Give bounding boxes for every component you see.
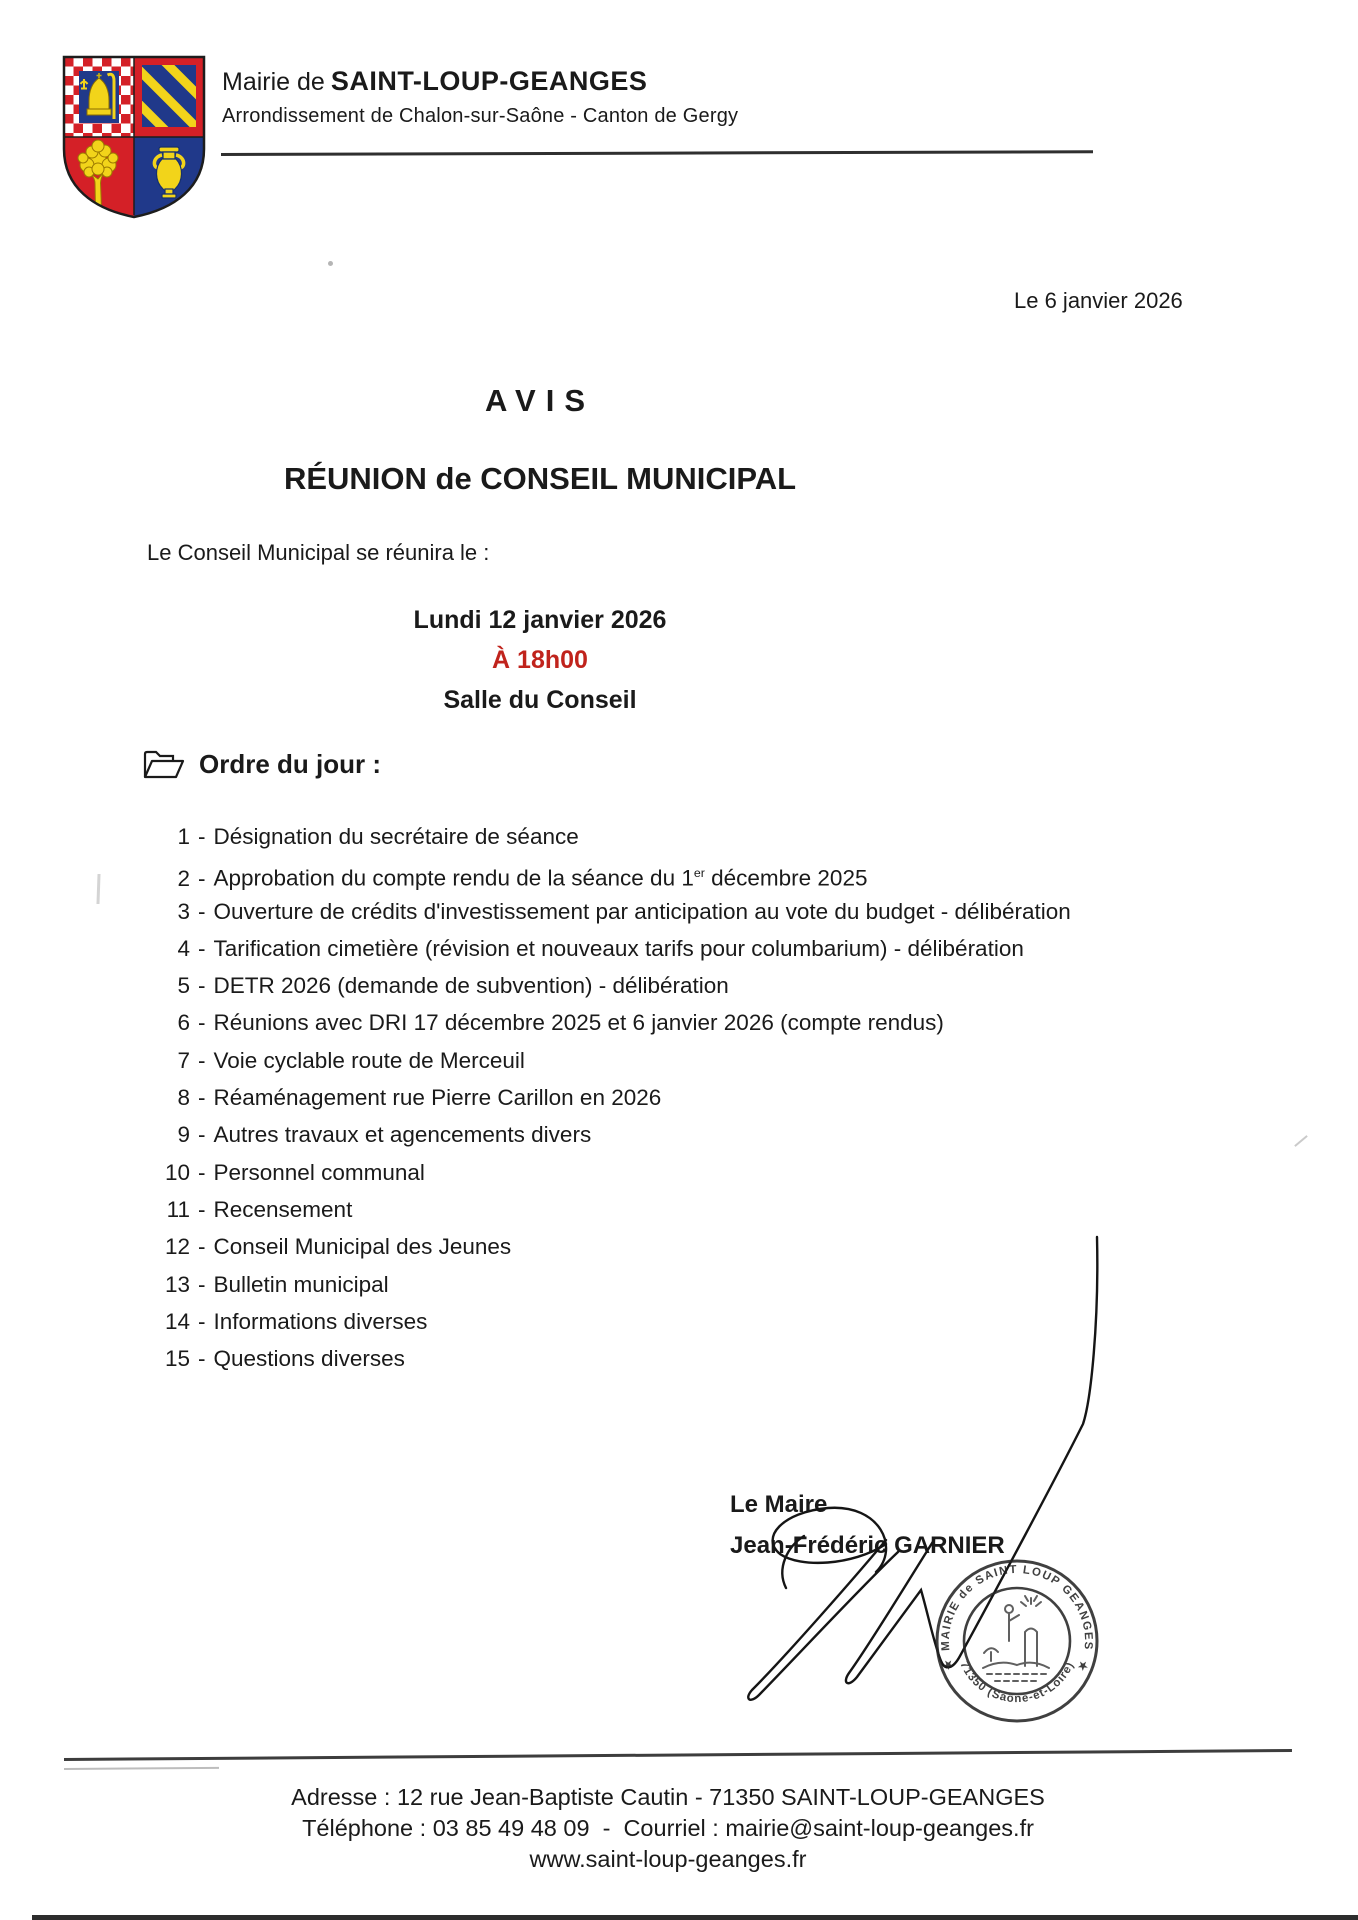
folder-icon — [143, 748, 185, 780]
agenda-item-number: 1 — [177, 824, 190, 849]
agenda-item-number: 8 — [177, 1085, 190, 1111]
agenda-item-text: Recensement — [213, 1196, 353, 1222]
agenda-item-dash: - — [198, 824, 206, 849]
signer-name: Jean-Frédéric GARNIER — [730, 1532, 1005, 1559]
stamp-star-right: ★ — [1073, 1656, 1093, 1675]
agenda-item-dash: - — [198, 1308, 206, 1334]
agenda-item-dash: - — [198, 1010, 206, 1036]
stamp-arc-bottom: 71350 (Saône-et-Loire) — [957, 1659, 1077, 1706]
org-title — [222, 66, 647, 97]
agenda-item — [150, 893, 1071, 930]
agenda-item — [150, 1079, 1071, 1116]
notice-subtitle: RÉUNION de CONSEIL MUNICIPAL — [283, 461, 797, 496]
agenda-item-number: 14 — [164, 1308, 190, 1334]
svg-text:71350 (Saône-et-Loire) — [957, 1660, 1076, 1705]
agenda-item-text: Voie cyclable route de Merceuil — [213, 1047, 525, 1073]
agenda-item-text: Autres travaux et agencements divers — [213, 1122, 592, 1148]
org-prefix: Mairie de — [222, 68, 325, 96]
agenda-item-dash: - — [198, 865, 206, 891]
agenda-item — [150, 930, 1071, 967]
agenda-item-text: Approbation du compte rendu de la séance du 1er décembre 2025 — [213, 865, 868, 891]
agenda-item-dash: - — [198, 898, 206, 924]
coat-of-arms — [62, 55, 206, 219]
agenda-item-dash: - — [198, 1159, 206, 1185]
agenda-item — [150, 1004, 1071, 1041]
scan-artifact — [1294, 1135, 1308, 1147]
agenda-item — [150, 1042, 1071, 1079]
agenda-item-text: Personnel communal — [213, 1159, 425, 1185]
municipal-stamp — [925, 1548, 1110, 1738]
signer-role: Le Maire — [730, 1491, 828, 1518]
agenda-item-dash: - — [198, 1234, 206, 1260]
agenda-item — [150, 818, 1071, 855]
agenda-item — [150, 1154, 1071, 1191]
agenda-item-number: 13 — [164, 1271, 190, 1297]
agenda-item-number: 2 — [177, 865, 190, 891]
agenda-item-dash: - — [198, 935, 206, 961]
agenda-item-dash: - — [198, 1122, 206, 1148]
footer-phone-email: Téléphone : 03 85 49 48 09 - Courriel : mairie@saint-loup-geanges.fr — [302, 1815, 1034, 1841]
footer-divider-echo — [64, 1767, 219, 1770]
intro-line: Le Conseil Municipal se réunira le : — [147, 540, 490, 565]
agenda-item-number: 9 — [177, 1122, 190, 1148]
agenda-item-text: Réunions avec DRI 17 décembre 2025 et 6 janvier 2026 (compte rendus) — [213, 1010, 944, 1036]
agenda-item-dash: - — [198, 1196, 206, 1222]
agenda-item-dash: - — [198, 1346, 206, 1372]
notice-title: AVIS — [484, 383, 596, 418]
agenda-heading-label: Ordre du jour : — [199, 748, 381, 779]
agenda-item-number: 5 — [177, 973, 190, 999]
footer-divider — [64, 1749, 1292, 1761]
stamp-emblem — [983, 1596, 1049, 1681]
agenda-item-dash: - — [198, 973, 206, 999]
agenda-item-dash: - — [198, 1271, 206, 1297]
agenda-item-text: Désignation du secrétaire de séance — [213, 824, 579, 849]
org-subtitle: Arrondissement de Chalon-sur-Saône - Canton de Gergy — [222, 105, 739, 127]
agenda-item-number: 7 — [177, 1047, 190, 1073]
agenda-item — [150, 1116, 1071, 1153]
agenda-item-text: Ouverture de crédits d'investissement par anticipation au vote du budget - délibération — [213, 898, 1071, 924]
stamp-star-left: ★ — [938, 1654, 958, 1674]
agenda-item-dash: - — [198, 1085, 206, 1111]
agenda-item-text: Conseil Municipal des Jeunes — [213, 1234, 512, 1260]
agenda-item-text: DETR 2026 (demande de subvention) - délibération — [213, 973, 729, 999]
meeting-date: Lundi 12 janvier 2026 — [413, 606, 667, 634]
document-date: Le 6 janvier 2026 — [1014, 288, 1183, 313]
agenda-item — [150, 967, 1071, 1004]
agenda-heading — [143, 748, 381, 780]
agenda-item-dash: - — [198, 1047, 206, 1073]
meeting-time: À 18h00 — [492, 646, 588, 674]
agenda-item-text: Tarification cimetière (révision et nouveaux tarifs pour columbarium) - délibération — [213, 935, 1024, 961]
agenda-item-number: 4 — [177, 935, 190, 961]
agenda-item — [150, 855, 1071, 892]
stamp-arc-top: MAIRIE de SAINT LOUP GEANGES — [939, 1563, 1095, 1652]
org-name: SAINT-LOUP-GEANGES — [330, 66, 648, 96]
header-divider — [221, 150, 1093, 156]
agenda-item-number: 10 — [164, 1159, 190, 1185]
agenda-item-text: Bulletin municipal — [213, 1271, 389, 1297]
scan-artifact — [328, 261, 333, 266]
agenda-item-text: Réaménagement rue Pierre Carillon en 2026 — [213, 1085, 662, 1111]
scan-edge — [32, 1915, 1358, 1920]
agenda-item-text: Informations diverses — [213, 1308, 428, 1334]
agenda-item-number: 15 — [164, 1346, 190, 1372]
agenda-item-number: 6 — [177, 1010, 190, 1036]
footer-website: www.saint-loup-geanges.fr — [529, 1846, 807, 1872]
agenda-item-number: 12 — [164, 1234, 190, 1260]
meeting-block — [0, 600, 1080, 720]
agenda-item-text: Questions diverses — [213, 1346, 405, 1372]
scan-artifact — [96, 874, 100, 904]
agenda-item-number: 11 — [166, 1196, 190, 1222]
footer-address: Adresse : 12 rue Jean-Baptiste Cautin - 71350 SAINT-LOUP-GEANGES — [291, 1784, 1045, 1810]
agenda-item-number: 3 — [177, 898, 190, 924]
meeting-place: Salle du Conseil — [443, 686, 637, 714]
footer-block — [0, 1782, 1336, 1875]
